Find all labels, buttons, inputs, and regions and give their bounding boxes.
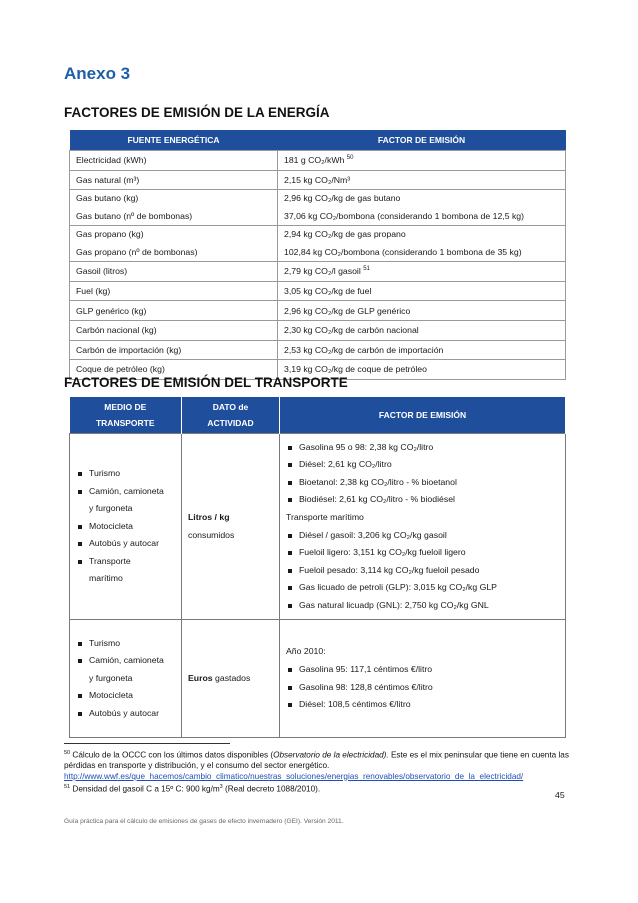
list-item: Motocicleta — [76, 687, 175, 705]
year-label: Año 2010: — [286, 646, 326, 657]
table-row — [70, 434, 566, 620]
emission-factor-cell: 2,15 kg CO₂/Nm³ — [278, 170, 566, 190]
emission-factors-list — [286, 643, 559, 713]
list-item: y furgoneta — [89, 503, 133, 514]
energy-source-cell: Electricidad (kWh) — [70, 151, 278, 171]
list-item: Camión, camioneta — [76, 652, 175, 670]
footnotes — [64, 748, 574, 795]
table-row — [70, 151, 566, 171]
list-item: y furgoneta — [89, 672, 133, 683]
list-item: Bioetanol: 2,38 kg CO₂/litro - % bioetanol — [286, 474, 559, 492]
list-item: Biodiésel: 2,61 kg CO₂/litro - % biodiésel — [286, 491, 559, 509]
emission-factor-cell: 3,05 kg CO₂/kg de fuel — [278, 281, 566, 301]
list-item: Camión, camioneta — [76, 483, 175, 501]
transport-emission-table — [69, 397, 566, 738]
header-emission-factor: FACTOR DE EMISIÓN — [278, 130, 566, 151]
list-item: Turismo — [76, 635, 175, 653]
list-subheading: Transporte marítimo — [286, 511, 364, 522]
transport-modes-list — [76, 465, 175, 588]
annex-title: Anexo 3 — [64, 64, 131, 83]
energy-table-header — [70, 130, 566, 151]
list-item: Diésel: 108,5 céntimos €/litro — [286, 696, 559, 714]
list-item: Motocicleta — [76, 518, 175, 536]
list-item: Diésel: 2,61 kg CO₂/litro — [286, 456, 559, 474]
activity-unit: Euros — [188, 672, 213, 683]
table-row — [70, 262, 566, 282]
energy-section-title: FACTORES DE EMISIÓN DE LA ENERGÍA — [64, 105, 330, 120]
list-item: Autobús y autocar — [76, 705, 175, 723]
energy-source-cell: Gas propano (kg) Gas propano (nº de bombonas) — [70, 226, 278, 262]
energy-source-cell: Carbón de importación (kg) — [70, 340, 278, 360]
footnote-link[interactable]: http://www.wwf.es/que_hacemos/cambio_climatico/nuestras_soluciones/energias_renovables/observatorio_de_la_electricidad/ — [64, 771, 524, 781]
emission-factor-cell: 2,96 kg CO₂/kg de gas butano 37,06 kg CO₂/bombona (considerando 1 bombona de 12,5 kg) — [278, 190, 566, 226]
footnote-divider — [64, 743, 230, 744]
transport-section-title: FACTORES DE EMISIÓN DEL TRANSPORTE — [64, 375, 348, 390]
table-row — [70, 301, 566, 321]
header-energy-source: FUENTE ENERGÉTICA — [70, 130, 278, 151]
list-item: Gas licuado de petroli (GLP): 3,015 kg CO₂/kg GLP — [286, 579, 559, 597]
energy-source-cell: Gas butano (kg) Gas butano (nº de bombonas) — [70, 190, 278, 226]
table-row — [70, 226, 566, 262]
activity-data-cell — [182, 620, 280, 738]
energy-source-cell: Coque de petróleo (kg) — [70, 360, 278, 380]
transport-modes-list — [76, 635, 175, 723]
energy-source-cell: Fuel (kg) — [70, 281, 278, 301]
transport-table-header — [70, 397, 566, 434]
header-activity-data: DATO de ACTIVIDAD — [182, 397, 280, 434]
footnote-51: $^{51}$ Densidad del gasoil C a 15º C: 900 $kg/m^3$ (Real decreto 1088/2010). — [64, 783, 321, 794]
list-item: Gasolina 95 o 98: 2,38 kg CO₂/litro — [286, 439, 559, 457]
emission-factor-cell: 3,19 kg CO₂/kg de coque de petróleo — [278, 360, 566, 380]
activity-desc: gastados — [212, 672, 251, 683]
activity-desc: consumidos — [188, 529, 235, 540]
list-item: Turismo — [76, 465, 175, 483]
page-number: 45 — [555, 790, 565, 800]
table-row — [70, 170, 566, 190]
energy-source-cell: GLP genérico (kg) — [70, 301, 278, 321]
list-item: Autobús y autocar — [76, 535, 175, 553]
table-row — [70, 190, 566, 226]
emission-factor-cell — [280, 620, 566, 738]
list-item: Gas natural licuadp (GNL): 2,750 kg CO₂/kg GNL — [286, 597, 559, 615]
list-item: Gasolina 98: 128,8 céntimos €/litro — [286, 679, 559, 697]
transport-modes-cell — [70, 620, 182, 738]
list-item: Gasolina 95: 117,1 céntimos €/litro — [286, 661, 559, 679]
table-row — [70, 281, 566, 301]
list-item: marítimo — [89, 573, 123, 584]
emission-factors-list — [286, 439, 559, 615]
table-row — [70, 340, 566, 360]
footnote-50: $^{50}$ Cálculo de la OCCC con los últimos datos disponibles (Observatorio de la electricidad). Este es el mix peninsular que tiene en cuenta las pérdidas en transporte y distribución, y el consumo del sector energético. — [64, 750, 569, 771]
emission-factor-cell: 2,96 kg CO₂/kg de GLP genérico — [278, 301, 566, 321]
header-emission-factor: FACTOR DE EMISIÓN — [280, 397, 566, 434]
emission-factor-cell: 2,79 kg CO₂/l gasoil $^{51}$ — [278, 262, 566, 282]
emission-factor-cell: 2,30 kg CO₂/kg de carbón nacional — [278, 320, 566, 340]
header-transport-mode: MEDIO DE TRANSPORTE — [70, 397, 182, 434]
footnote-ref: 50 — [346, 155, 354, 162]
table-row — [70, 620, 566, 738]
energy-emission-table — [69, 130, 566, 380]
activity-unit: Litros / kg — [188, 511, 230, 522]
list-item: Transporte — [76, 553, 175, 571]
list-item: Fueloil ligero: 3,151 kg CO₂/kg fueloil ligero — [286, 544, 559, 562]
table-row — [70, 320, 566, 340]
emission-factor-cell: 181 g CO₂/kWh $^{50}$ — [278, 151, 566, 171]
emission-factor-cell: 2,53 kg CO₂/kg de carbón de importación — [278, 340, 566, 360]
activity-data-cell — [182, 434, 280, 620]
emission-factor-cell: 2,94 kg CO₂/kg de gas propano 102,84 kg CO₂/bombona (considerando 1 bombona de 35 kg) — [278, 226, 566, 262]
energy-source-cell: Gasoil (litros) — [70, 262, 278, 282]
page-footer: Guía práctica para el cálculo de emisiones de gases de efecto invernadero (GEI). Versión 2011. — [64, 818, 344, 825]
list-item: Fueloil pesado: 3,114 kg CO₂/kg fueloil pesado — [286, 562, 559, 580]
transport-modes-cell — [70, 434, 182, 620]
footnote-ref: 51 — [363, 266, 370, 273]
list-item: Diésel / gasoil: 3,206 kg CO₂/kg gasoil — [286, 527, 559, 545]
energy-source-cell: Gas natural (m³) — [70, 170, 278, 190]
energy-source-cell: Carbón nacional (kg) — [70, 320, 278, 340]
emission-factor-cell — [280, 434, 566, 620]
